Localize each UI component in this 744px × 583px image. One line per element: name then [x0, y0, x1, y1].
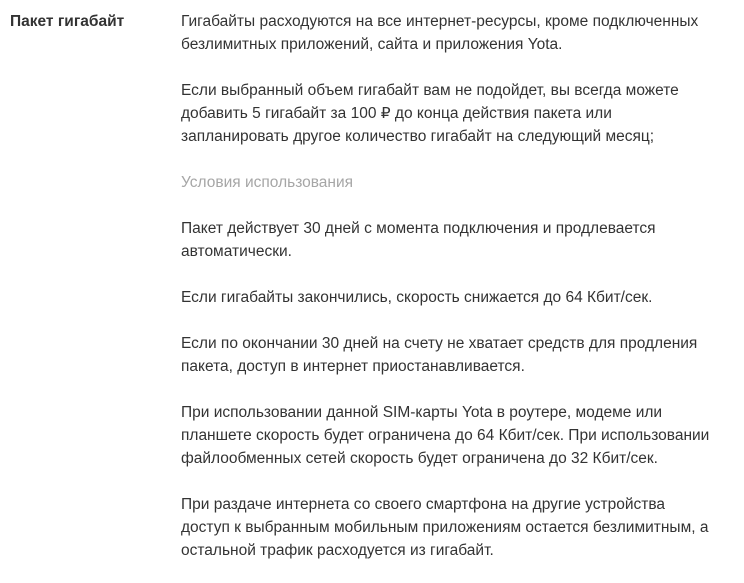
- paragraph-add-gigabytes: Если выбранный объем гигабайт вам не подойдет, вы всегда можете добавить 5 гигабайт за 100 ₽ до конца действия пакета или запланировать другое количество гигабайт на следующий месяц;: [181, 82, 679, 145]
- paragraph-speed-reduction: Если гигабайты закончились, скорость снижается до 64 Кбит/сек.: [181, 289, 653, 306]
- section-title-column: [10, 10, 181, 33]
- section-content-column: [181, 10, 717, 583]
- section-title: Пакет гигабайт: [10, 13, 125, 30]
- paragraph-tethering: При раздаче интернета со своего смартфона на другие устройства доступ к выбранным мобильным приложениям остается безлимитным, а остальной трафик расходуется из гигабайт.: [181, 496, 709, 559]
- paragraph-package-duration: Пакет действует 30 дней с момента подключения и продлевается автоматически.: [181, 220, 656, 260]
- paragraph-sim-usage-limits: При использовании данной SIM-карты Yota в роутере, модеме или планшете скорость будет ограничена до 64 Кбит/сек. При использовании файлообменных сетей скорость будет ограничена до 32 Кбит/сек.: [181, 404, 710, 467]
- subheading-usage-terms: Условия использования: [181, 174, 354, 191]
- paragraph-insufficient-funds: Если по окончании 30 дней на счету не хватает средств для продления пакета, доступ в интернет приостанавливается.: [181, 335, 698, 375]
- paragraph-gigabytes-usage: Гигабайты расходуются на все интернет-ресурсы, кроме подключенных безлимитных приложений, сайта и приложения Yota.: [181, 13, 699, 53]
